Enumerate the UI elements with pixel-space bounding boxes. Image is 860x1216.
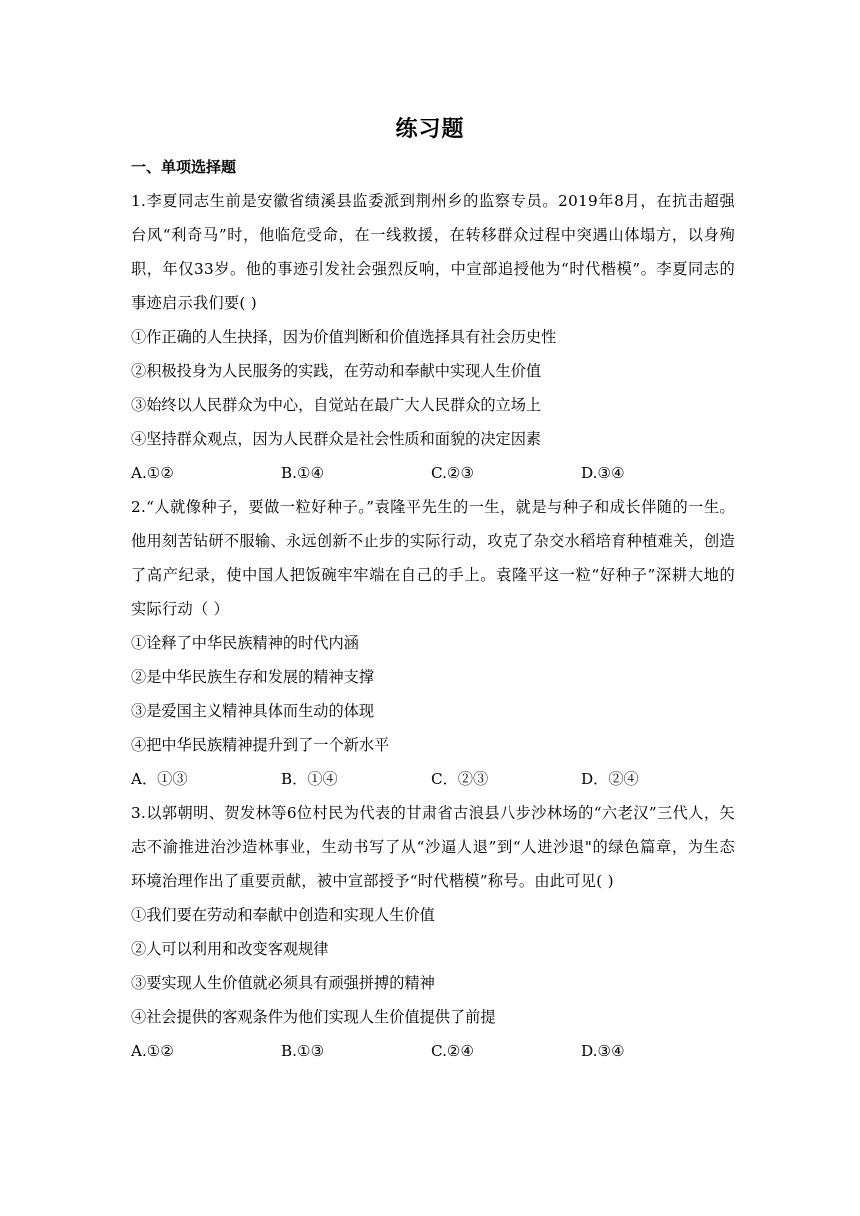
answer-choice-b: B.①④: [281, 464, 325, 482]
section-heading: 一、单项选择题: [131, 158, 237, 176]
statement-option: ①我们要在劳动和奉献中创造和实现人生价值: [131, 906, 435, 924]
statement-option: ②积极投身为人民服务的实践，在劳动和奉献中实现人生价值: [131, 362, 542, 380]
question-stem: 2.“人就像种子，要做一粒好种子。”袁隆平先生的一生，就是与种子和成长伴随的一生。他用刻苦钻研不服输、永远创新不止步的实际行动，攻克了杂交水稻培育种植难关，创造了高产纪录，使中国人把饭碗牢牢端在自己的手上。袁隆平这一粒“好种子”深耕大地的实际行动（ ）: [131, 498, 736, 618]
answer-choice-c: C.②③: [431, 464, 475, 482]
statement-option: ①作正确的人生抉择，因为价值判断和价值选择具有社会历史性: [131, 328, 557, 346]
page-title: 练习题: [395, 116, 465, 142]
answer-choice-b: B．①④: [281, 770, 338, 788]
answer-choices: [131, 456, 735, 490]
answer-choice-a: A．①③: [131, 770, 188, 788]
answer-choice-d: D．②④: [581, 770, 639, 788]
answer-choice-d: D.③④: [581, 1042, 625, 1060]
statement-option: ③要实现人生价值就必须具有顽强拼搏的精神: [131, 974, 435, 992]
answer-choice-c: C.②④: [431, 1042, 475, 1060]
answer-choices: [131, 1034, 735, 1068]
question-2: [131, 490, 735, 796]
question-stem: 1.李夏同志生前是安徽省绩溪县监委派到荆州乡的监察专员。2019年8月，在抗击超强台风“利奇马”时，他临危受命，在一线救援，在转移群众过程中突遇山体塌方，以身殉职，年仅33岁。他的事迹引发社会强烈反响，中宣部追授他为“时代楷模”。李夏同志的事迹启示我们要( ): [131, 192, 735, 312]
statement-option: ④坚持群众观点，因为人民群众是社会性质和面貌的决定因素: [131, 430, 542, 448]
question-3: [131, 796, 735, 1068]
statement-option: ②人可以利用和改变客观规律: [131, 940, 329, 958]
answer-choice-b: B.①③: [281, 1042, 325, 1060]
statement-option: ③始终以人民群众为中心，自觉站在最广大人民群众的立场上: [131, 396, 542, 414]
statement-option: ①诠释了中华民族精神的时代内涵: [131, 634, 359, 652]
statement-option: ③是爱国主义精神具体而生动的体现: [131, 702, 374, 720]
statement-option: ④把中华民族精神提升到了一个新水平: [131, 736, 390, 754]
answer-choice-d: D.③④: [581, 464, 625, 482]
answer-choice-a: A.①②: [131, 1042, 175, 1060]
answer-choice-c: C．②③: [431, 770, 489, 788]
question-stem: 3.以郭朝明、贺发林等6位村民为代表的甘肃省古浪县八步沙林场的“六老汉”三代人，矢志不渝推进治沙造林事业，生动书写了从“沙逼人退”到“人进沙退"的绿色篇章，为生态环境治理作出了重要贡献，被中宣部授予“时代楷模”称号。由此可见( ): [131, 804, 735, 890]
document-body: [131, 150, 735, 1068]
statement-option: ②是中华民族生存和发展的精神支撑: [131, 668, 374, 686]
question-1: [131, 184, 735, 490]
answer-choice-a: A.①②: [131, 464, 175, 482]
statement-option: ④社会提供的客观条件为他们实现人生价值提供了前提: [131, 1008, 496, 1026]
answer-choices: [131, 762, 735, 796]
